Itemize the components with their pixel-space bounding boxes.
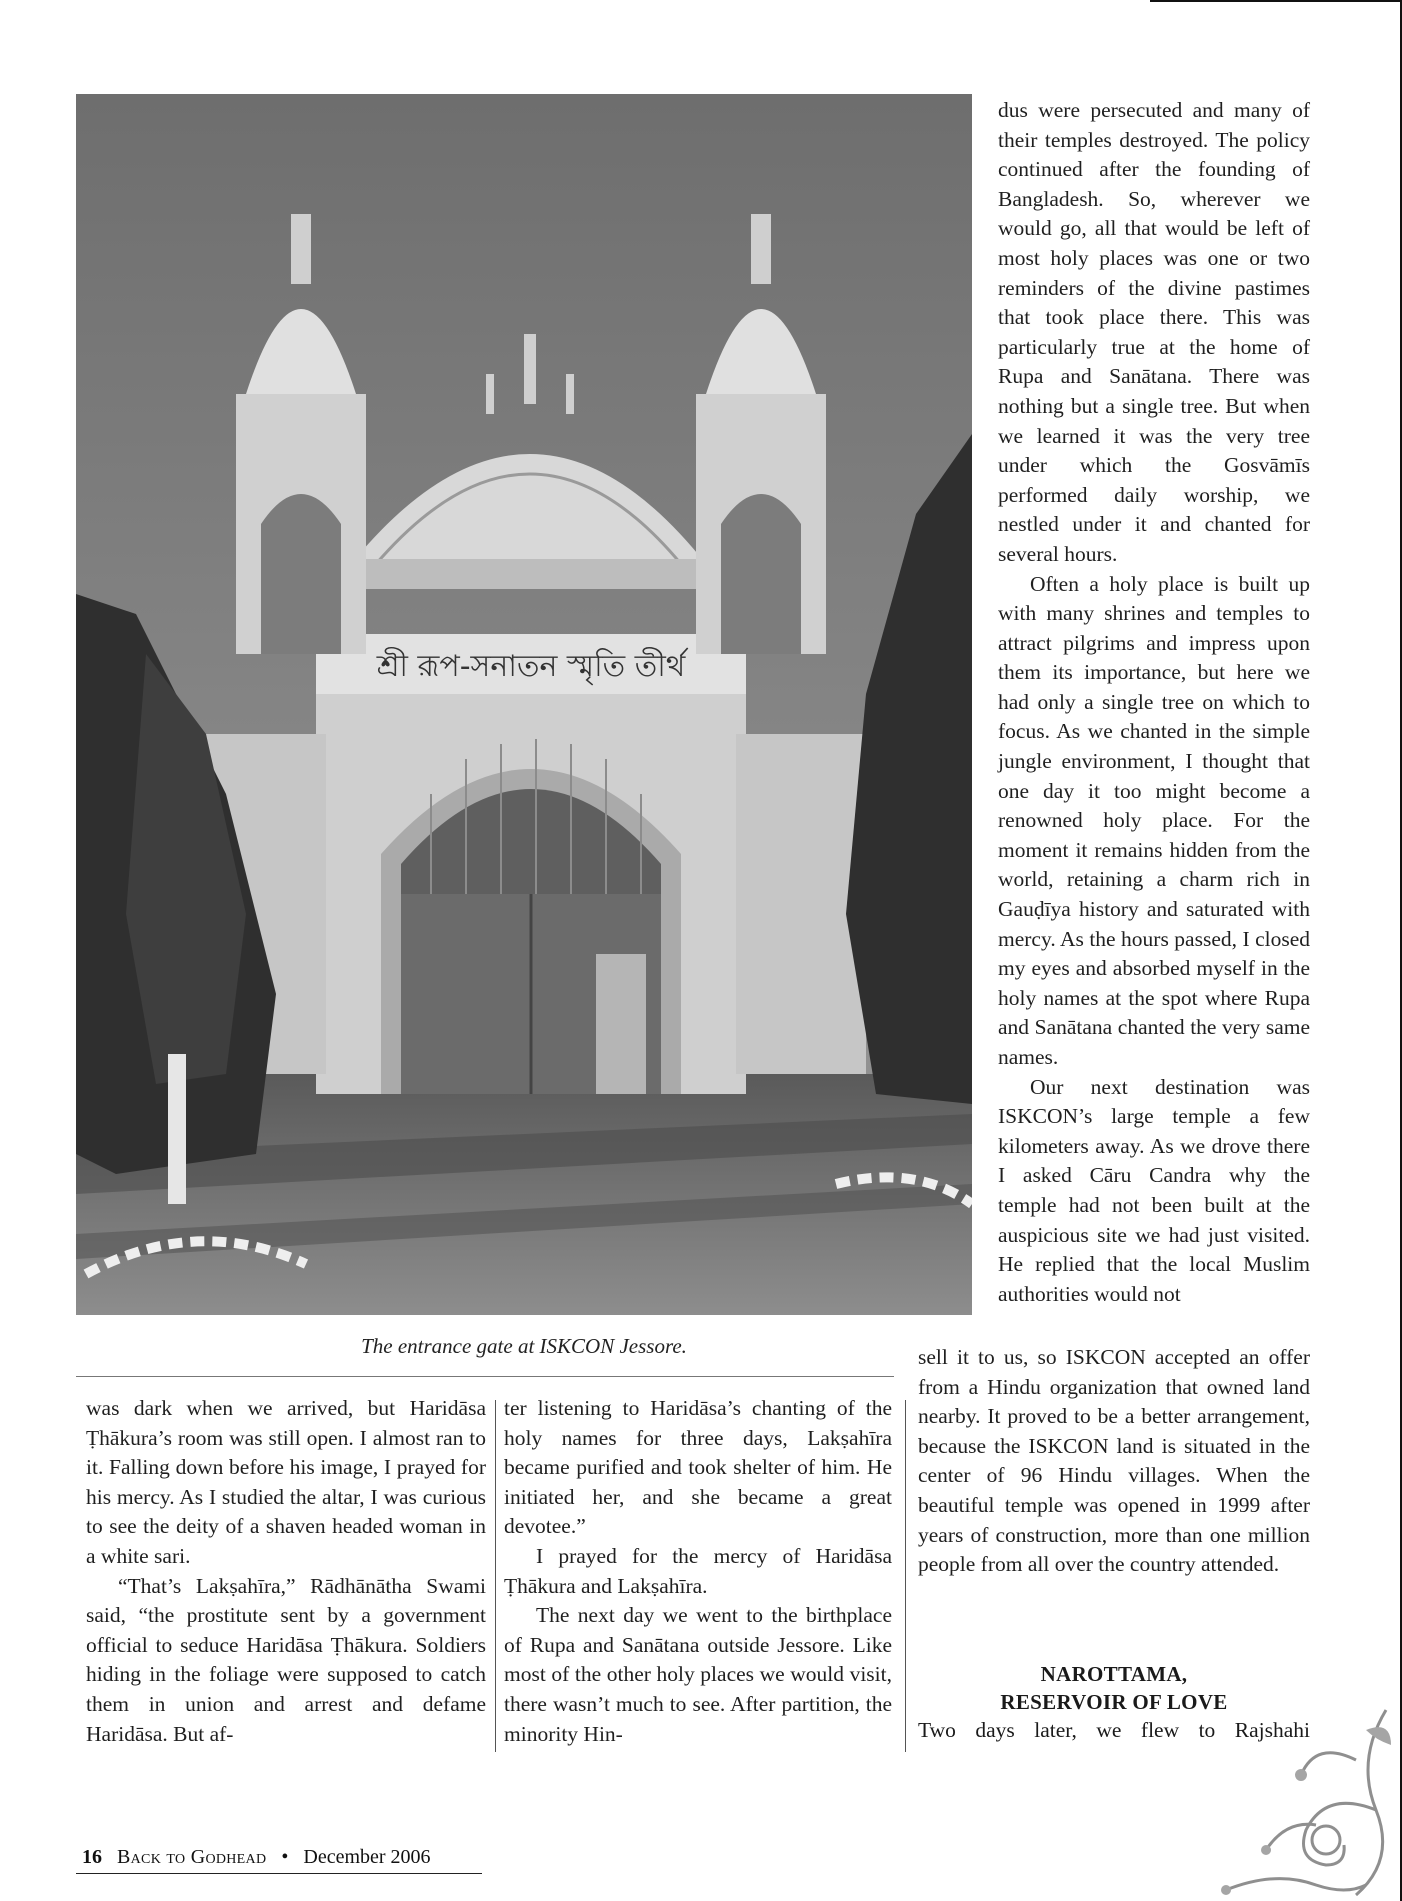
paragraph: The next day we went to the birthplace of Rupa and Sanātana outside Jessore. Like most of the other holy places we would visit, there wasn’t much to see. After partition, the minority Hin- bbox=[504, 1603, 892, 1746]
paragraph: “That’s Lakṣahīra,” Rādhānātha Swami said, “the prostitute sent by a government official to seduce Haridāsa Ṭhākura. Soldiers hiding in the foliage were supposed to catch them in union and arrest and defame Haridāsa. But af- bbox=[86, 1573, 486, 1746]
text-column-middle bbox=[504, 1394, 892, 1749]
gate-inscription: শ্রী রূপ-সনাতন স্মৃতি তীর্থ bbox=[376, 649, 686, 684]
text-column-right bbox=[998, 96, 1310, 1309]
column-divider-right bbox=[905, 1400, 906, 1752]
text-column-left bbox=[86, 1394, 486, 1749]
gate-photo-illustration bbox=[76, 94, 972, 1315]
footer-rule bbox=[76, 1873, 482, 1874]
subhead-line: NAROTTAMA, bbox=[1040, 1662, 1188, 1686]
gate-photo bbox=[76, 94, 972, 1315]
subhead-line: RESERVOIR OF LOVE bbox=[1000, 1690, 1228, 1714]
paragraph: Often a holy place is built up with many shrines and temples to attract pilgrims and impress upon them its importance, but here we had only a single tree on which to focus. As we chanted in the simple jungle environment, I thought that one day it too might become a renowned holy place. For the moment it remains hidden from the world, retaining a charm rich in Gauḍīya history and saturated with mercy. As the hours passed, I closed my eyes and absorbed myself in the holy names at the spot where Rupa and Sanātana chanted the very same names. bbox=[998, 571, 1310, 1069]
paragraph: I prayed for the mercy of Haridāsa Ṭhākura and Lakṣahīra. bbox=[504, 1543, 892, 1598]
paragraph: Our next destination was ISKCON’s large temple a few kilometers away. As we drove there I asked Cāru Candra why the temple had not been built at the auspicious site we had just visited. He replied that the local Muslim authorities would not bbox=[998, 1074, 1310, 1306]
page-footer bbox=[82, 1846, 431, 1869]
continued-text: Two days later, we flew to Rajshahi bbox=[918, 1718, 1310, 1742]
magazine-name: Back to Godhead bbox=[117, 1846, 267, 1868]
crop-mark-top bbox=[1150, 0, 1402, 2]
footer-bullet: • bbox=[281, 1846, 289, 1868]
paragraph: was dark when we arrived, but Haridāsa Ṭhākura’s room was still open. I almost ran to it. Falling down before his image, I prayed for his mercy. As I studied the altar, I was curious to see the deity of a shaven headed woman in a white sari. bbox=[86, 1396, 486, 1568]
paragraph: sell it to us, so ISKCON accepted an offer from a Hindu organization that owned land nearby. It proved to be a better arrangement, because the ISKCON land is situated in the center of 96 Hindu villages. When the beautiful temple was opened in 1999 after years of construction, more than one million people from all over the country attended. bbox=[918, 1345, 1310, 1577]
photo-caption: The entrance gate at ISKCON Jessore. bbox=[361, 1334, 687, 1358]
column-divider-left bbox=[495, 1400, 496, 1752]
floral-scroll-ornament-icon bbox=[1206, 1700, 1402, 1901]
issue-date: December 2006 bbox=[303, 1846, 431, 1868]
page-number: 16 bbox=[82, 1846, 102, 1868]
paragraph: ter listening to Haridāsa’s chanting of the holy names for three days, Lakṣahīra became purified and took shelter of him. He initiated her, and she became a great devotee.” bbox=[504, 1396, 892, 1539]
text-column-right-continued bbox=[918, 1343, 1310, 1580]
caption-rule bbox=[76, 1376, 894, 1377]
paragraph: dus were persecuted and many of their temples destroyed. The policy continued after the founding of Bangladesh. So, wherever we would go, all that would be left of most holy places was one or two reminders of the divine pastimes that took place there. This was particularly true at the home of Rupa and Sanātana. There was nothing but a single tree. But when we learned it was the very tree under which the Gosvāmīs performed daily worship, we nestled under it and chanted for several hours. bbox=[998, 98, 1310, 566]
